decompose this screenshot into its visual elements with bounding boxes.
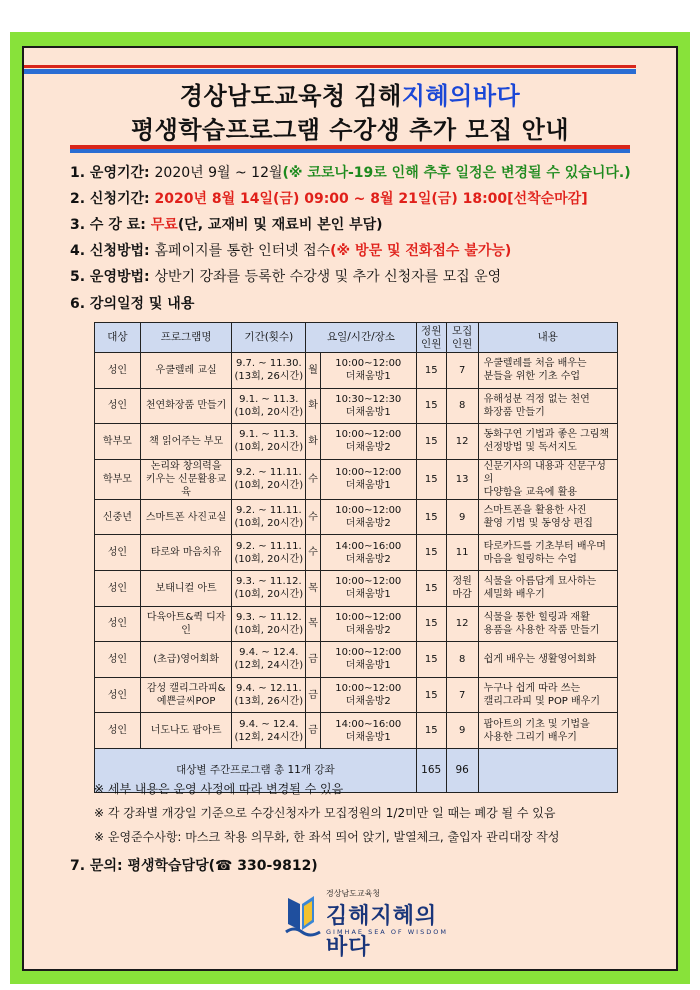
logo-english: GIMHAE SEA OF WISDOM (326, 928, 448, 936)
row-program: 감성 캘리그라피& 예쁜글씨POP (140, 677, 232, 713)
row-capacity: 15 (416, 606, 446, 642)
row-time-place: 10:00~12:00 더채움방1 (320, 353, 416, 389)
row-period: 9.2. ~ 11.11. (10회, 20시간) (232, 459, 306, 499)
row-recruit: 정원 마감 (446, 570, 478, 606)
info-method-label: 4. 신청방법 (70, 243, 145, 259)
info-fee-sep: : (140, 217, 151, 233)
row-program: 책 읽어주는 부모 (140, 424, 232, 460)
info-fee-note: (단, 교재비 및 재료비 본인 부담) (177, 217, 383, 233)
row-recruit: 8 (446, 388, 478, 424)
row-target: 성인 (95, 713, 141, 749)
row-content: 유해성분 걱정 없는 천연 화장품 만들기 (478, 388, 617, 424)
row-target: 성인 (95, 353, 141, 389)
row-capacity: 15 (416, 570, 446, 606)
row-program: 스마트폰 사진교실 (140, 499, 232, 535)
info-fee (70, 214, 690, 234)
contact-line (70, 855, 318, 875)
note-3: ※ 운영준수사항: 마스크 착용 의무화, 한 좌석 띄어 앉기, 발열체크, 출입자 관리대장 작성 (94, 830, 560, 844)
header-content: 내용 (478, 323, 617, 353)
table-row (95, 535, 618, 571)
footer-recruit-total: 96 (446, 748, 478, 792)
header-period: 기간(횟수) (232, 323, 306, 353)
table-row (95, 677, 618, 713)
row-period: 9.3. ~ 11.12. (10회, 20시간) (232, 606, 306, 642)
row-period: 9.1. ~ 11.3. (10회, 20시간) (232, 424, 306, 460)
row-program: 보태니컬 아트 (140, 570, 232, 606)
row-capacity: 15 (416, 388, 446, 424)
info-method (70, 240, 690, 260)
row-target: 성인 (95, 677, 141, 713)
row-day: 화 (306, 424, 321, 460)
row-time-place: 10:00~12:00 더채움방2 (320, 424, 416, 460)
info-period-sep: : (144, 165, 155, 181)
row-capacity: 15 (416, 353, 446, 389)
row-period: 9.7. ~ 11.30. (13회, 26시간) (232, 353, 306, 389)
row-program: 천연화장품 만들기 (140, 388, 232, 424)
logo-org: 경상남도교육청 (326, 889, 381, 898)
info-period-value: 2020년 9월 ~ 12월 (154, 165, 283, 181)
row-day: 수 (306, 459, 321, 499)
row-day: 수 (306, 499, 321, 535)
table-row (95, 388, 618, 424)
info-schedule-heading (70, 293, 690, 313)
row-program: 너도나도 팝아트 (140, 713, 232, 749)
footer-capacity-total: 165 (416, 748, 446, 792)
header-schedule: 요일/시간/장소 (306, 323, 417, 353)
row-day: 화 (306, 388, 321, 424)
row-time-place: 10:00~12:00 더채움방2 (320, 499, 416, 535)
header-capacity: 정원 인원 (416, 323, 446, 353)
row-program: 다육아트&퀵 디자인 (140, 606, 232, 642)
row-day: 금 (306, 642, 321, 678)
title-underline-blue (70, 149, 630, 153)
header-target: 대상 (95, 323, 141, 353)
row-time-place: 14:00~16:00 더채움방1 (320, 713, 416, 749)
info-operation-label: 5. 운영방법 (70, 269, 145, 285)
row-period: 9.3. ~ 11.12. (10회, 20시간) (232, 570, 306, 606)
row-target: 성인 (95, 642, 141, 678)
info-apply-note: [선착순마감] (507, 191, 588, 207)
header-program: 프로그램명 (140, 323, 232, 353)
info-period (70, 162, 690, 182)
row-target: 성인 (95, 388, 141, 424)
row-day: 금 (306, 677, 321, 713)
logo-name: 김해지혜의바다 (326, 904, 438, 960)
row-program: 논리와 창의력을 키우는 신문활용교육 (140, 459, 232, 499)
info-operation-value: 상반기 강좌를 등록한 수강생 및 추가 신청자를 모집 운영 (154, 269, 502, 285)
table-row (95, 606, 618, 642)
row-time-place: 10:00~12:00 더채움방2 (320, 677, 416, 713)
row-recruit: 7 (446, 677, 478, 713)
row-recruit: 11 (446, 535, 478, 571)
row-time-place: 10:30~12:30 더채움방1 (320, 388, 416, 424)
row-day: 월 (306, 353, 321, 389)
info-apply-value: 2020년 8월 14일(금) 09:00 ~ 8월 21일(금) 18:00 (154, 191, 508, 207)
row-period: 9.1. ~ 11.3. (10회, 20시간) (232, 388, 306, 424)
row-recruit: 12 (446, 424, 478, 460)
row-content: 타로카드를 기초부터 배우며 마음을 힐링하는 수업 (478, 535, 617, 571)
footer-label: 대상별 주간프로그램 총 11개 강좌 (95, 748, 417, 792)
row-time-place: 10:00~12:00 더채움방1 (320, 570, 416, 606)
info-method-sep: : (144, 243, 155, 259)
row-target: 학부모 (95, 459, 141, 499)
info-apply-label: 2. 신청기간 (70, 191, 145, 207)
table-row (95, 642, 618, 678)
row-content: 우쿨렐레를 처음 배우는 분들을 위한 기초 수업 (478, 353, 617, 389)
row-time-place: 10:00~12:00 더채움방1 (320, 459, 416, 499)
table-row (95, 353, 618, 389)
title-line1 (0, 76, 700, 111)
row-day: 금 (306, 713, 321, 749)
row-recruit: 8 (446, 642, 478, 678)
contact-value: : 평생학습담당(☎ 330-9812) (116, 858, 318, 874)
row-capacity: 15 (416, 499, 446, 535)
row-day: 목 (306, 570, 321, 606)
table-row (95, 713, 618, 749)
info-fee-value: 무료 (150, 217, 178, 233)
info-operation-sep: : (144, 269, 155, 285)
info-apply-sep: : (144, 191, 155, 207)
top-divider-red (24, 65, 636, 68)
row-period: 9.4. ~ 12.4. (12회, 24시간) (232, 642, 306, 678)
info-method-value: 홈페이지를 통한 인터넷 접수 (154, 243, 331, 259)
row-content: 신문기사의 내용과 신문구성의 다양함을 교육에 활용 (478, 459, 617, 499)
top-divider-blue (24, 69, 636, 74)
info-method-note: (※ 방문 및 전화접수 불가능) (330, 243, 512, 259)
row-target: 성인 (95, 535, 141, 571)
row-time-place: 10:00~12:00 더채움방1 (320, 642, 416, 678)
row-content: 누구나 쉽게 따라 쓰는 캘리그라피 및 POP 배우기 (478, 677, 617, 713)
note-1: ※ 세부 내용은 운영 사정에 따라 변경될 수 있음 (94, 782, 344, 796)
row-capacity: 15 (416, 424, 446, 460)
row-content: 팝아트의 기초 및 기법을 사용한 그리기 배우기 (478, 713, 617, 749)
row-program: 타로와 마음치유 (140, 535, 232, 571)
title-accent: 지혜의바다 (401, 82, 521, 110)
row-recruit: 7 (446, 353, 478, 389)
row-capacity: 15 (416, 535, 446, 571)
header-recruit: 모집 인원 (446, 323, 478, 353)
info-fee-label: 3. 수 강 료 (70, 217, 141, 233)
row-target: 성인 (95, 570, 141, 606)
row-content: 쉽게 배우는 생활영어회화 (478, 642, 617, 678)
row-recruit: 9 (446, 713, 478, 749)
schedule-table (94, 322, 618, 793)
row-period: 9.2. ~ 11.11. (10회, 20시간) (232, 535, 306, 571)
info-operation (70, 266, 690, 286)
row-target: 성인 (95, 606, 141, 642)
schedule-heading: 6. 강의일정 및 내용 (70, 296, 195, 312)
row-content: 식물을 통한 힐링과 재활 용품을 사용한 작품 만들기 (478, 606, 617, 642)
info-period-note: (※ 코로나-19로 인해 추후 일정은 변경될 수 있습니다.) (282, 165, 631, 181)
row-recruit: 13 (446, 459, 478, 499)
table-row (95, 424, 618, 460)
row-program: (초급)영어회화 (140, 642, 232, 678)
title-prefix: 경상남도교육청 김해 (179, 82, 402, 110)
contact-label: 7. 문의 (70, 858, 117, 874)
table-header-row (95, 323, 618, 353)
table-row (95, 570, 618, 606)
footer-empty (478, 748, 617, 792)
info-period-label: 1. 운영기간 (70, 165, 145, 181)
row-capacity: 15 (416, 459, 446, 499)
title-line2: 평생학습프로그램 수강생 추가 모집 안내 (130, 116, 570, 144)
row-day: 목 (306, 606, 321, 642)
row-period: 9.4. ~ 12.4. (12회, 24시간) (232, 713, 306, 749)
row-target: 신중년 (95, 499, 141, 535)
row-program: 우쿨렐레 교실 (140, 353, 232, 389)
book-wave-icon (284, 890, 322, 938)
logo (284, 888, 454, 960)
row-time-place: 10:00~12:00 더채움방2 (320, 606, 416, 642)
row-capacity: 15 (416, 713, 446, 749)
row-time-place: 14:00~16:00 더채움방2 (320, 535, 416, 571)
info-apply (70, 188, 690, 208)
row-content: 동화구연 기법과 좋은 그림책 선정방법 및 독서지도 (478, 424, 617, 460)
row-recruit: 9 (446, 499, 478, 535)
row-period: 9.2. ~ 11.11. (10회, 20시간) (232, 499, 306, 535)
row-content: 스마트폰을 활용한 사진 촬영 기법 및 동영상 편집 (478, 499, 617, 535)
row-capacity: 15 (416, 677, 446, 713)
row-period: 9.4. ~ 12.11. (13회, 26시간) (232, 677, 306, 713)
row-day: 수 (306, 535, 321, 571)
row-content: 식물을 아름답게 묘사하는 세밀화 배우기 (478, 570, 617, 606)
table-row (95, 459, 618, 499)
row-capacity: 15 (416, 642, 446, 678)
row-target: 학부모 (95, 424, 141, 460)
note-2: ※ 각 강좌별 개강일 기준으로 수강신청자가 모집정원의 1/2미만 일 때는 폐강 될 수 있음 (94, 806, 556, 820)
row-recruit: 12 (446, 606, 478, 642)
table-row (95, 499, 618, 535)
